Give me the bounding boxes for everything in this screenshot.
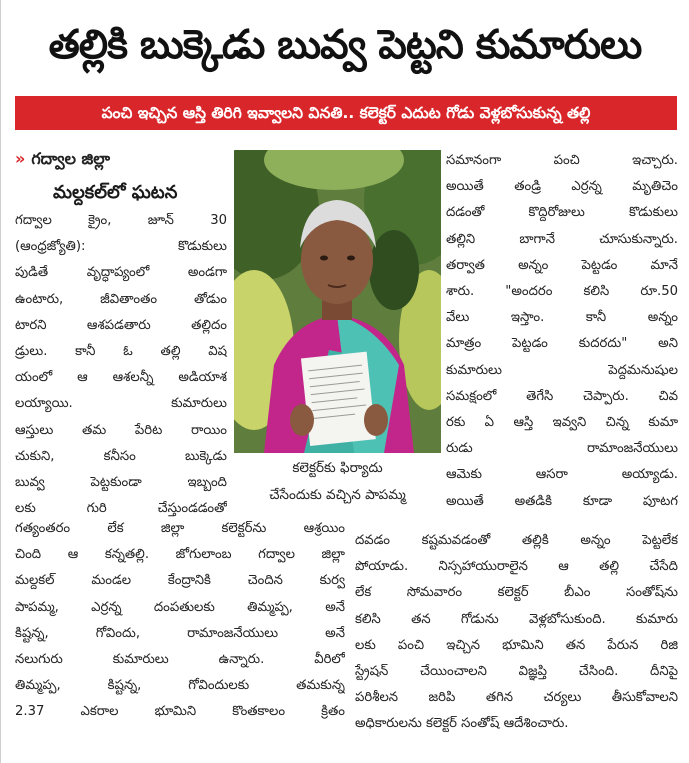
article-line: సమానంగా పంచి ఇచ్చారు. — [446, 153, 678, 168]
article-line: ఆస్తులు తమ పేరిట రాయిం — [15, 422, 227, 438]
article-line: గత్యంతరం లేక జిల్లా కలెక్టర్‌ను ఆశ్రయిం — [15, 521, 345, 536]
photo-illustration — [234, 150, 441, 453]
article-line: కుమారులు పెద్దమనుషుల — [446, 362, 678, 378]
article-line: శారు. "అందరం కలిసి రూ.50 — [446, 284, 678, 300]
article-line: దడంతో కొద్దిరోజులు కొడుకులు — [446, 205, 678, 221]
article-line: చుకుని, కనీసం బుక్కెడు — [15, 448, 227, 464]
article-line: పోయాడు. నిస్సహాయురాలైన ఆ తల్లి చేసేది — [355, 559, 678, 575]
article-line: దవడం కష్టమవడంతో తల్లికి అన్నం పెట్టలేక — [355, 533, 678, 548]
article-column-3 — [446, 148, 678, 515]
subheadline-bar: పంచి ఇచ్చిన ఆస్తి తిరిగి ఇవ్వాలని వినతి.. కలెక్టర్ ఎదుట గోడు వెళ్లబోసుకున్న తల్లి — [15, 96, 677, 130]
location-subhead: మల్దకల్‌లో ఘటన — [53, 182, 178, 203]
article-line: కిష్టన్న, గోవిందు, రామాంజనేయులు అనే — [15, 625, 345, 641]
article-line: అధికారులను కలెక్టర్ సంతోష్ ఆదేశించారు. — [355, 716, 569, 732]
article-line: పరిశీలన జరిపి తగిన చర్యలు తీసుకోవాలని — [355, 690, 678, 706]
photo-caption — [234, 455, 441, 509]
article-line: లకు గురి చేస్తుండడంతో — [15, 501, 227, 517]
article-line: మల్దకల్ మండల కేంద్రానికి చెందిన కుర్వ — [15, 573, 345, 589]
article-line: ఉంటారు, జీవితాంతం తోడుం — [15, 291, 227, 307]
article-line: చింది ఆ కన్నతల్లి. జోగులాంబ గద్వాల జిల్లా — [15, 547, 345, 563]
article-line: కలిసి తన గోడును వెళ్లబోసుకుంది. కుమారు — [355, 611, 678, 627]
article-line: లేక సోమవారం కలెక్టర్ బీఎం సంతోష్‌ను — [355, 585, 678, 601]
location-kicker — [15, 148, 110, 170]
photo-papamma — [234, 150, 441, 453]
headline: తల్లికి బుక్కెడు బువ్వ పెట్టని కుమారులు — [48, 22, 642, 68]
caption-line: చేసేందుకు వచ్చిన పాపమ్మ — [269, 487, 406, 503]
double-chevron-icon: » — [15, 149, 26, 168]
article-line: డ్రులు. కానీ ఓ తల్లి విష — [15, 344, 227, 360]
wide-right-column — [355, 528, 678, 738]
article-line: ఆమెకు ఆసరా అయ్యాడు. — [446, 467, 678, 483]
location-kicker-text: గద్వాల జిల్లా — [31, 149, 111, 168]
article-line: నలుగురు కుమారులు ఉన్నారు. వీరిలో — [15, 652, 345, 668]
article-line: తర్వాత అన్నం పెట్టడం మానే — [446, 257, 678, 273]
article-line: మాత్రం పెట్టడం కుదరదు" అని — [446, 336, 678, 352]
article-line: సమక్షంలో తెగేసి చెప్పారు. చివ — [446, 388, 678, 404]
wide-left-column — [15, 516, 345, 726]
article-column-1 — [15, 208, 227, 522]
article-line: రకు ఏ ఆస్తి ఇవ్వని చిన్న కుమా — [446, 415, 678, 431]
article-line: అయితే తండ్రి ఎర్రన్న మృతిచెం — [446, 179, 678, 195]
article-line: పుడితే వృద్ధాప్యంలో అండగా — [15, 265, 227, 281]
article-line: గద్వాల క్రైం, జూన్ 30 — [15, 213, 227, 228]
article-line: వేలు ఇస్తాం. కానీ అన్నం — [446, 310, 678, 326]
article-line: అయితే అతడికి కూడా పూటగ — [446, 493, 678, 509]
article-line: పాపమ్మ, ఎర్రన్న దంపతులకు తిమ్మప్ప, అనే — [15, 599, 345, 615]
article-line: టారని ఆశపడతారు తల్లిదం — [15, 317, 227, 333]
article-line: బువ్వ పెట్టకుండా ఇబ్బంది — [15, 475, 227, 491]
article-line: స్ట్రేషన్ చేయించాలని విజ్ఞప్తి చేసింది. దీనిపై — [355, 664, 678, 680]
article-line: (ఆంధ్రజ్యోతి): కొడుకులు — [15, 239, 227, 255]
article-line: లకు పంచి ఇచ్చిన భూమిని తన పేరున రిజి — [355, 637, 678, 653]
article-line: రుడు రామాంజనేయులు — [446, 441, 678, 457]
article-line: 2.37 ఎకరాల భూమిని కొంతకాలం క్రితం — [15, 704, 345, 720]
caption-line: కలెక్టర్‌కు ఫిర్యాదు — [292, 460, 383, 476]
article-line: తిమ్మప్ప, కిష్టన్న, గోవిందులకు తమకున్న — [15, 678, 345, 694]
article-line: తల్లిని బాగానే చూసుకున్నారు. — [446, 231, 678, 247]
article-line: లయ్యాయి. కుమారులు — [15, 396, 227, 412]
article-line: యంలో ఆ ఆశలన్నీ అడియాశ — [15, 370, 227, 386]
